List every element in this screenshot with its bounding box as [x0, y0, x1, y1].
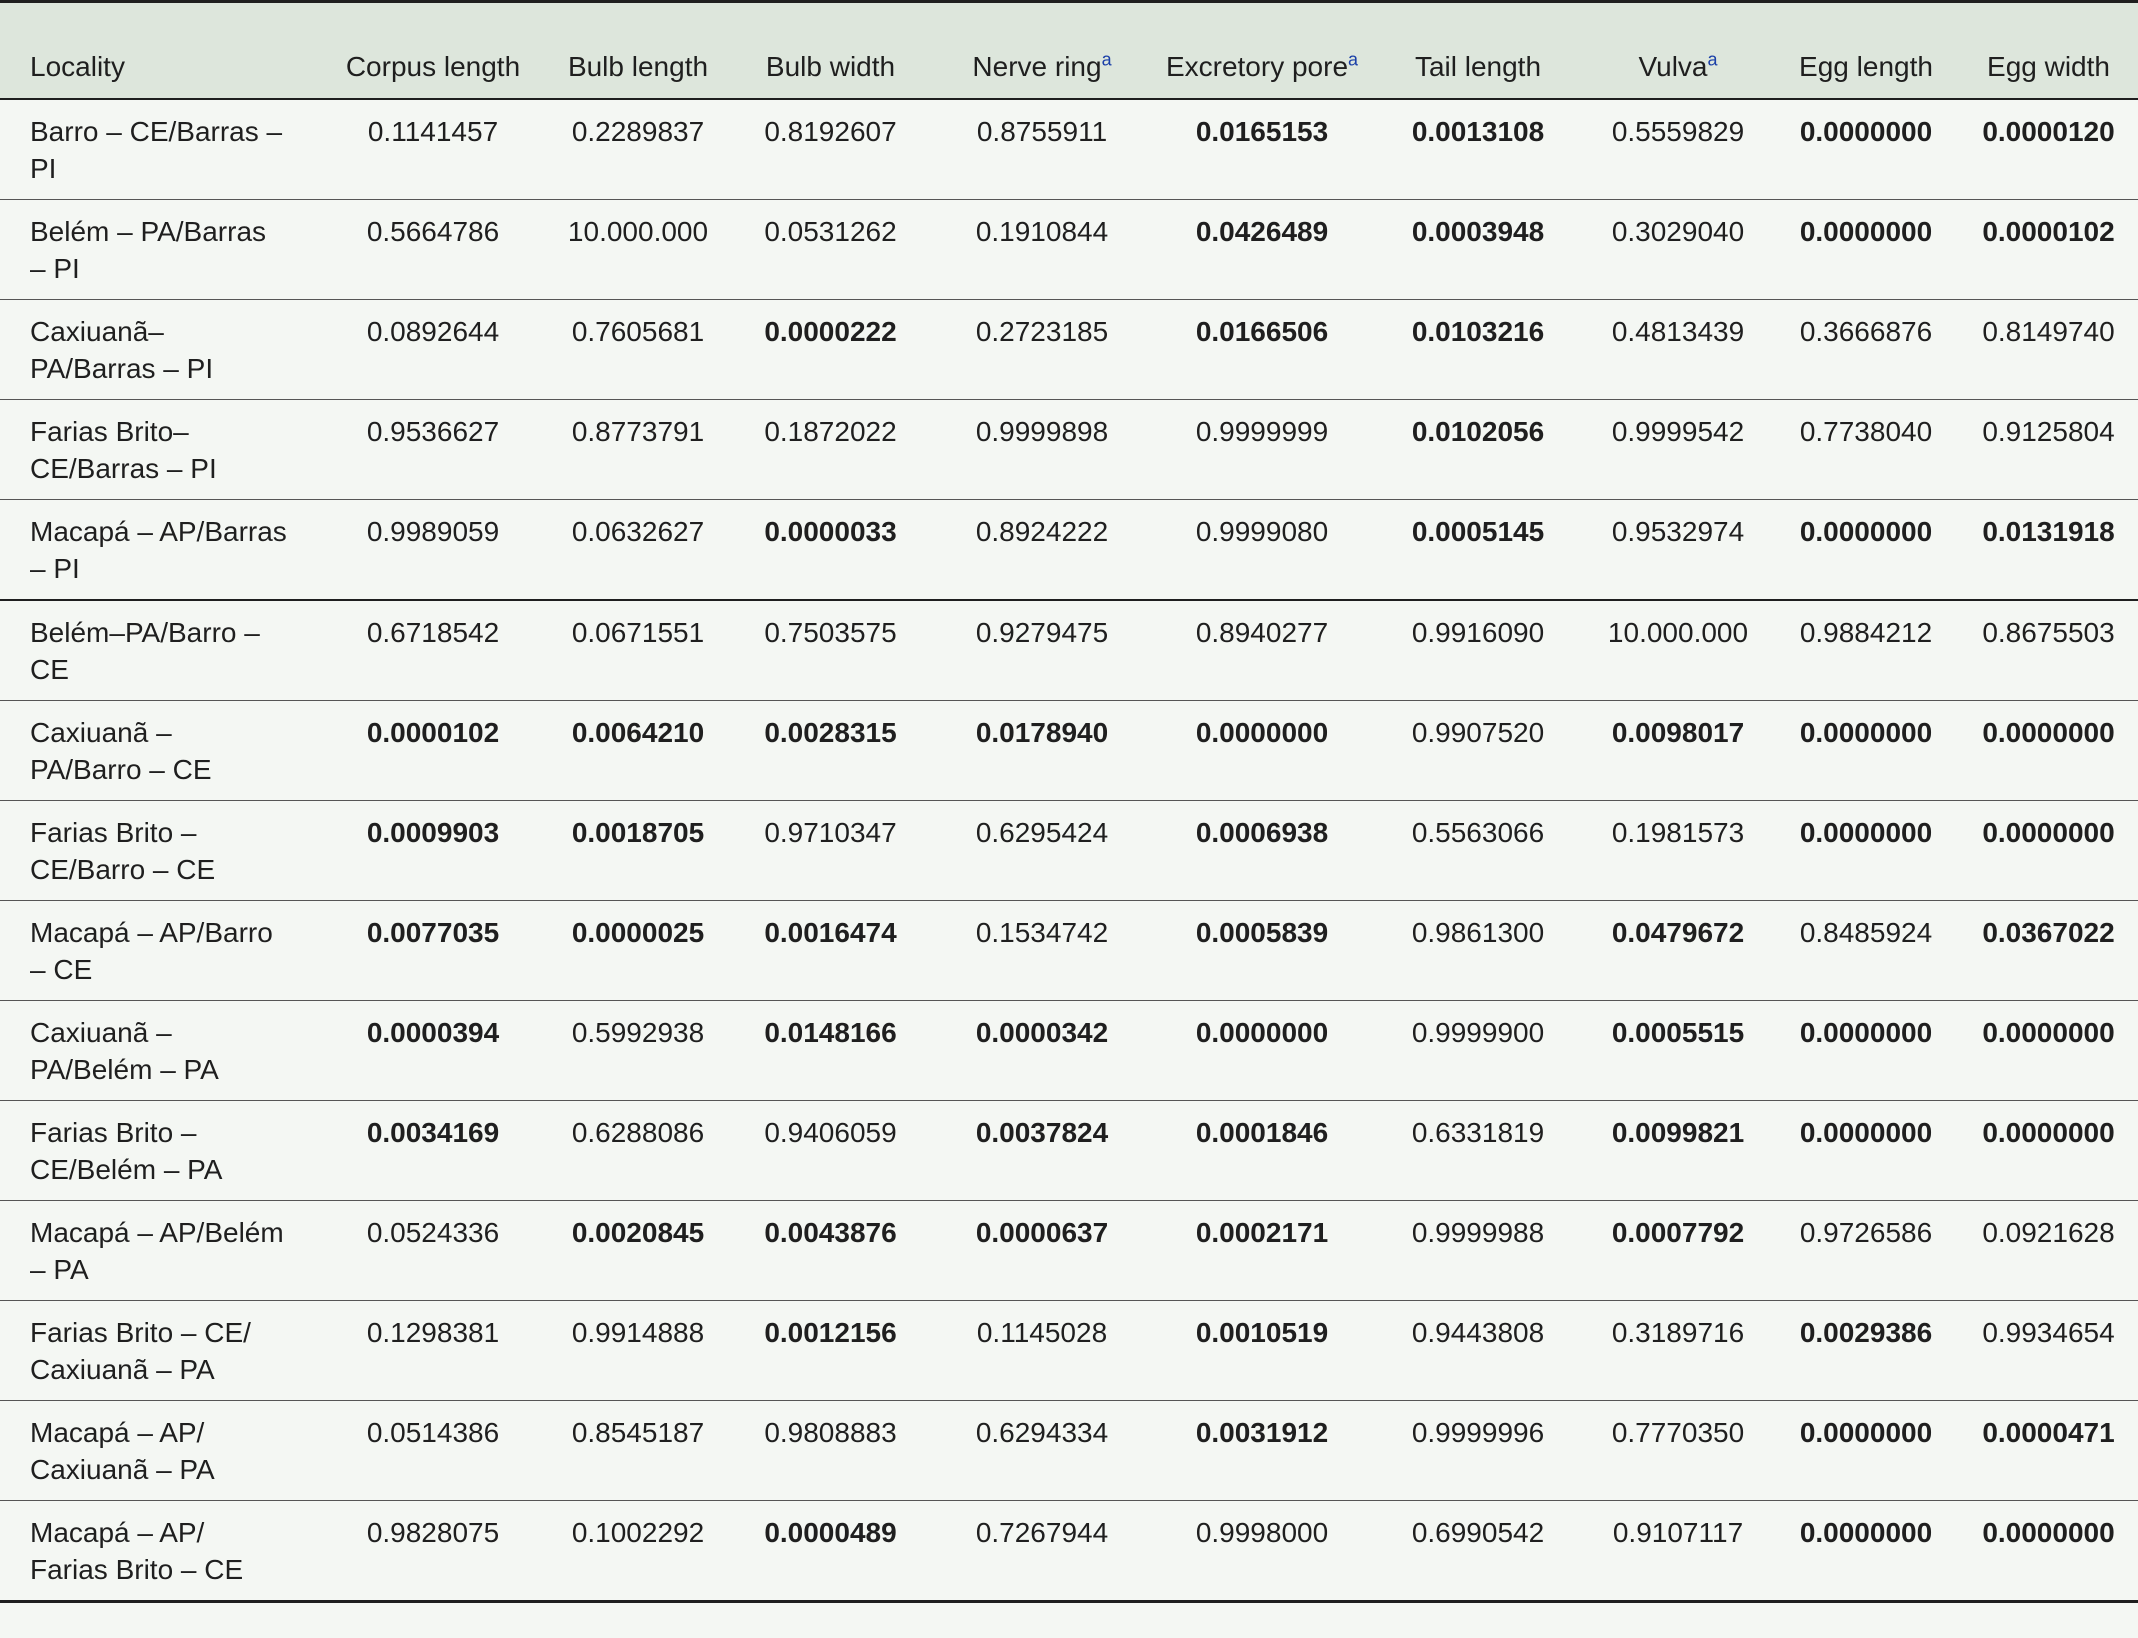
value-cell: 0.9536627	[366, 415, 500, 447]
table-row	[0, 700, 2138, 800]
value-cell: 0.0020845	[571, 1216, 705, 1248]
table-row	[0, 900, 2138, 1000]
value-cell: 0.0099821	[1611, 1116, 1745, 1148]
value-cell: 0.4813439	[1611, 315, 1745, 347]
value-cell: 0.0013108	[1411, 115, 1545, 147]
value-cell: 0.0077035	[366, 916, 500, 948]
value-cell: 0.0034169	[366, 1116, 500, 1148]
value-cell: 0.9125804	[1982, 415, 2115, 447]
value-cell: 0.1872022	[764, 415, 897, 447]
value-cell: 0.5563066	[1411, 816, 1545, 848]
column-header-label: Tail length	[1414, 50, 1542, 82]
value-cell: 0.9999999	[1195, 415, 1329, 447]
value-cell: 0.8485924	[1799, 916, 1933, 948]
value-cell: 0.9808883	[764, 1416, 897, 1448]
value-cell: 0.0098017	[1611, 716, 1745, 748]
column-header-label: Locality	[30, 50, 125, 82]
locality-cell: Farias Brito–CE/Barras – PI	[30, 415, 217, 484]
value-cell: 0.3029040	[1611, 215, 1745, 247]
table-row	[0, 1300, 2138, 1400]
value-cell: 0.6288086	[571, 1116, 705, 1148]
value-cell: 0.9999988	[1411, 1216, 1545, 1248]
value-cell: 0.3666876	[1799, 315, 1933, 347]
value-cell: 0.9999542	[1611, 415, 1745, 447]
table-row	[0, 1000, 2138, 1100]
value-cell: 0.0005515	[1611, 1016, 1745, 1048]
value-cell: 0.6990542	[1411, 1516, 1545, 1548]
value-cell: 0.0000000	[1799, 1016, 1933, 1048]
locality-cell: Macapá – AP/Barras – PI	[30, 515, 287, 584]
value-cell: 0.0367022	[1982, 916, 2115, 948]
value-cell: 0.0000000	[1799, 1416, 1933, 1448]
locality-cell: Macapá – AP/ Caxiuanã – PA	[30, 1416, 215, 1485]
locality-cell: Macapá – AP/Barro – CE	[30, 916, 273, 985]
value-cell: 0.0000471	[1982, 1416, 2115, 1448]
value-cell: 0.0029386	[1799, 1316, 1933, 1348]
header-row	[0, 2, 2138, 99]
value-cell: 0.8924222	[975, 515, 1109, 547]
value-cell: 0.9916090	[1411, 616, 1545, 648]
value-cell: 0.0000033	[764, 515, 897, 547]
table-row	[0, 600, 2138, 701]
value-cell: 0.1910844	[975, 215, 1109, 247]
locality-cell: Farias Brito – CE/Barro – CE	[30, 816, 216, 885]
value-cell: 0.9406059	[764, 1116, 897, 1148]
locality-cell: Farias Brito – CE/ Caxiuanã – PA	[30, 1316, 251, 1385]
value-cell: 0.0018705	[571, 816, 705, 848]
table-row	[0, 800, 2138, 900]
column-header-locality	[0, 2, 318, 99]
value-cell: 0.1002292	[571, 1516, 705, 1548]
value-cell: 0.0043876	[764, 1216, 897, 1248]
value-cell: 0.0632627	[571, 515, 705, 547]
value-cell: 0.0479672	[1611, 916, 1745, 948]
locality-cell: Farias Brito – CE/Belém – PA	[30, 1116, 223, 1185]
value-cell: 0.0426489	[1195, 215, 1329, 247]
column-header	[548, 2, 728, 99]
value-cell: 0.9907520	[1411, 716, 1545, 748]
value-cell: 0.0000102	[366, 716, 500, 748]
value-cell: 0.9998000	[1195, 1516, 1329, 1548]
value-cell: 0.9710347	[764, 816, 897, 848]
table-row	[0, 1500, 2138, 1601]
value-cell: 0.8545187	[571, 1416, 705, 1448]
value-cell: 0.9532974	[1611, 515, 1745, 547]
value-cell: 0.7770350	[1611, 1416, 1745, 1448]
value-cell: 0.7503575	[764, 616, 897, 648]
column-header-label: Vulva	[1638, 50, 1708, 82]
value-cell: 10.000.000	[1607, 616, 1749, 648]
value-cell: 0.8940277	[1195, 616, 1329, 648]
column-header	[1959, 2, 2138, 99]
table-row	[0, 1200, 2138, 1300]
value-cell: 0.1298381	[366, 1316, 500, 1348]
value-cell: 0.0000394	[366, 1016, 500, 1048]
table-row	[0, 399, 2138, 499]
value-cell: 0.0000637	[975, 1216, 1109, 1248]
column-header-label: Excretory pore	[1165, 50, 1349, 82]
value-cell: 0.0000000	[1195, 716, 1329, 748]
locality-cell: Barro – CE/Barras – PI	[30, 115, 283, 184]
column-header-label: Egg length	[1799, 50, 1933, 82]
value-cell: 0.8755911	[976, 115, 1108, 147]
value-cell: 0.9989059	[366, 515, 500, 547]
value-cell: 0.0000120	[1982, 115, 2115, 147]
locality-cell: Belém – PA/Barras – PI	[30, 215, 267, 284]
value-cell: 0.0892644	[366, 315, 500, 347]
value-cell: 0.6331819	[1411, 1116, 1545, 1148]
locality-cell: Macapá – AP/Belém – PA	[30, 1216, 284, 1285]
value-cell: 0.5559829	[1611, 115, 1745, 147]
value-cell: 0.0000025	[571, 916, 705, 948]
footnote-marker: a	[1348, 49, 1359, 70]
column-header	[933, 2, 1151, 99]
column-header-label: Bulb width	[765, 50, 896, 82]
column-header-label: Egg width	[1987, 50, 2110, 82]
locality-cell: Macapá – AP/ Farias Brito – CE	[30, 1516, 244, 1585]
column-header-label: Bulb length	[567, 50, 709, 82]
value-cell: 10.000.000	[567, 215, 709, 247]
value-cell: 0.9279475	[975, 616, 1109, 648]
locality-cell: Caxiuanã–PA/Barras – PI	[30, 315, 214, 384]
value-cell: 0.0000000	[1982, 816, 2115, 848]
value-cell: 0.0000000	[1982, 1116, 2115, 1148]
value-cell: 0.9934654	[1982, 1316, 2115, 1348]
value-cell: 0.0178940	[975, 716, 1109, 748]
value-cell: 0.0921628	[1982, 1216, 2115, 1248]
value-cell: 0.7738040	[1799, 415, 1933, 447]
value-cell: 0.0000000	[1982, 716, 2115, 748]
locality-cell: Caxiuanã – PA/Belém – PA	[30, 1016, 219, 1085]
value-cell: 0.0005145	[1411, 515, 1545, 547]
value-cell: 0.0531262	[764, 215, 897, 247]
value-cell: 0.9443808	[1411, 1316, 1545, 1348]
value-cell: 0.9107117	[1612, 1516, 1744, 1548]
value-cell: 0.6294334	[975, 1416, 1109, 1448]
value-cell: 0.9726586	[1799, 1216, 1933, 1248]
value-cell: 0.7605681	[571, 315, 705, 347]
value-cell: 0.0000222	[764, 315, 897, 347]
value-cell: 0.2723185	[975, 315, 1109, 347]
value-cell: 0.8675503	[1982, 616, 2115, 648]
value-cell: 0.0165153	[1195, 115, 1329, 147]
value-cell: 0.0000000	[1982, 1516, 2115, 1548]
value-cell: 0.0001846	[1195, 1116, 1329, 1148]
table-row	[0, 299, 2138, 399]
value-cell: 0.0016474	[764, 916, 897, 948]
value-cell: 0.0000000	[1799, 215, 1933, 247]
value-cell: 0.8149740	[1982, 315, 2115, 347]
value-cell: 0.0131918	[1982, 515, 2115, 547]
value-cell: 0.0514386	[366, 1416, 500, 1448]
value-cell: 0.0524336	[366, 1216, 500, 1248]
value-cell: 0.0012156	[764, 1316, 897, 1348]
column-header	[1583, 2, 1773, 99]
footnote-marker: a	[1101, 49, 1112, 70]
table-row	[0, 1400, 2138, 1500]
value-cell: 0.8192607	[764, 115, 897, 147]
value-cell: 0.0037824	[975, 1116, 1109, 1148]
value-cell: 0.0671551	[571, 616, 705, 648]
value-cell: 0.0000000	[1799, 515, 1933, 547]
value-cell: 0.1145028	[976, 1316, 1108, 1348]
value-cell: 0.0000000	[1799, 1116, 1933, 1148]
column-header	[1773, 2, 1959, 99]
value-cell: 0.9884212	[1799, 616, 1933, 648]
value-cell: 0.9999900	[1411, 1016, 1545, 1048]
table-row	[0, 99, 2138, 200]
value-cell: 0.0166506	[1195, 315, 1329, 347]
column-header-label: Nerve ring	[972, 50, 1102, 82]
value-cell: 0.6295424	[975, 816, 1109, 848]
value-cell: 0.1141457	[367, 115, 499, 147]
value-cell: 0.9999898	[975, 415, 1109, 447]
value-cell: 0.0000000	[1799, 816, 1933, 848]
value-cell: 0.5664786	[366, 215, 500, 247]
value-cell: 0.0000102	[1982, 215, 2115, 247]
value-cell: 0.0002171	[1195, 1216, 1329, 1248]
value-cell: 0.0000000	[1195, 1016, 1329, 1048]
value-cell: 0.2289837	[571, 115, 705, 147]
locality-cell: Belém–PA/Barro – CE	[30, 616, 260, 685]
column-header-label: Corpus length	[345, 50, 521, 82]
value-cell: 0.1981573	[1611, 816, 1745, 848]
value-cell: 0.9861300	[1411, 916, 1545, 948]
table-row	[0, 499, 2138, 600]
value-cell: 0.0009903	[366, 816, 500, 848]
value-cell: 0.0006938	[1195, 816, 1329, 848]
value-cell: 0.0102056	[1411, 415, 1545, 447]
value-cell: 0.6718542	[366, 616, 500, 648]
value-cell: 0.5992938	[571, 1016, 705, 1048]
value-cell: 0.0028315	[764, 716, 897, 748]
value-cell: 0.3189716	[1611, 1316, 1745, 1348]
locality-cell: Caxiuanã – PA/Barro – CE	[30, 716, 212, 785]
value-cell: 0.0000000	[1982, 1016, 2115, 1048]
value-cell: 0.0148166	[764, 1016, 897, 1048]
value-cell: 0.0000342	[975, 1016, 1109, 1048]
value-cell: 0.0003948	[1411, 215, 1545, 247]
value-cell: 0.0007792	[1611, 1216, 1745, 1248]
column-header	[1151, 2, 1373, 99]
value-cell: 0.0103216	[1411, 315, 1545, 347]
value-cell: 0.0000000	[1799, 716, 1933, 748]
table-body	[0, 99, 2138, 1602]
value-cell: 0.9828075	[366, 1516, 500, 1548]
value-cell: 0.0000489	[764, 1516, 897, 1548]
value-cell: 0.9914888	[571, 1316, 705, 1348]
value-cell: 0.8773791	[571, 415, 705, 447]
value-cell: 0.1534742	[975, 916, 1109, 948]
value-cell: 0.0005839	[1195, 916, 1329, 948]
value-cell: 0.9999080	[1195, 515, 1329, 547]
table-row	[0, 199, 2138, 299]
value-cell: 0.0031912	[1195, 1416, 1329, 1448]
column-header	[1373, 2, 1583, 99]
value-cell: 0.0064210	[571, 716, 705, 748]
column-header	[728, 2, 933, 99]
footnote-marker: a	[1707, 49, 1718, 70]
table-header	[0, 2, 2138, 99]
value-cell: 0.9999996	[1411, 1416, 1545, 1448]
value-cell: 0.0000000	[1799, 1516, 1933, 1548]
value-cell: 0.0010519	[1195, 1316, 1329, 1348]
value-cell: 0.7267944	[975, 1516, 1109, 1548]
column-header	[318, 2, 548, 99]
value-cell: 0.0000000	[1799, 115, 1933, 147]
table-row	[0, 1100, 2138, 1200]
